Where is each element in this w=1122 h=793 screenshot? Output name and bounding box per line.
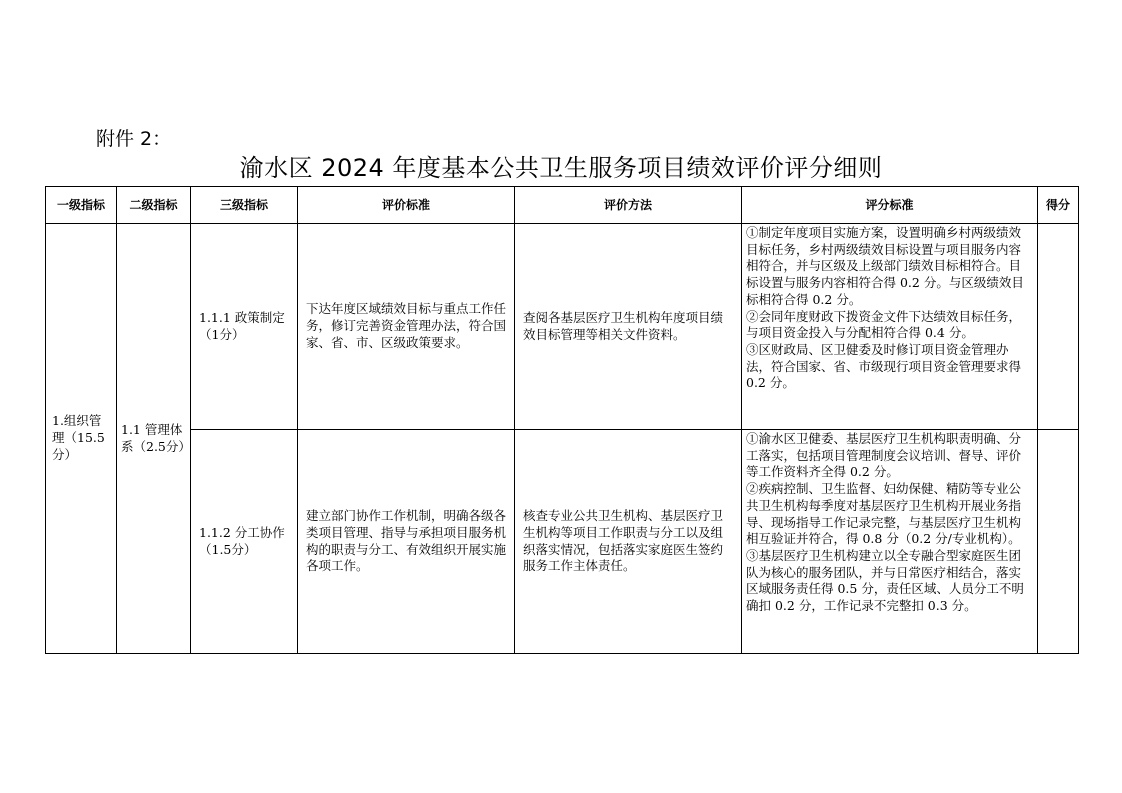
level3-indicator: 1.1.2 分工协作（1.5分） [191, 430, 298, 654]
evaluation-method: 查阅各基层医疗卫生机构年度项目绩效目标管理等相关文件资料。 [515, 224, 742, 430]
level1-indicator: 1.组织管理（15.5分） [46, 224, 117, 654]
attachment-label: 附件 2： [96, 128, 172, 150]
level2-indicator: 1.1 管理体系（2.5分） [117, 224, 191, 654]
table-row [46, 224, 1079, 430]
table-row [46, 430, 1079, 654]
level3-indicator: 1.1.1 政策制定（1分） [191, 224, 298, 430]
column-header: 一级指标 [46, 187, 117, 224]
column-header: 得分 [1038, 187, 1079, 224]
scoring-standard [742, 224, 1038, 430]
evaluation-criteria: 建立部门协作工作机制，明确各级各类项目管理、指导与承担项目服务机构的职责与分工、有效组织开展实施各项工作。 [298, 430, 515, 654]
column-header: 评价标准 [298, 187, 515, 224]
scoring-item: ①制定年度项目实施方案，设置明确乡村两级绩效目标任务，乡村两级绩效目标设置与项目服务内容相符合，并与区级及上级部门绩效目标相符合。目标设置与服务内容相符合得 0.2 分。与区级绩效目标相符合得 0.2 分。 [746, 225, 1024, 307]
scoring-item: ②会同年度财政下拨资金文件下达绩效目标任务，与项目资金投入与分配相符合得 0.4 分。 [746, 308, 1022, 341]
evaluation-method: 核查专业公共卫生机构、基层医疗卫生机构等项目工作职责与分工以及组织落实情况，包括落实家庭医生签约服务工作主体责任。 [515, 430, 742, 654]
score-cell[interactable] [1038, 224, 1079, 430]
scoring-item: ③基层医疗卫生机构建立以全专融合型家庭医生团队为核心的服务团队，并与日常医疗相结合，落实区域服务责任得 0.5 分，责任区域、人员分工不明确扣 0.2 分，工作记录不完整扣 0.3 分。 [746, 547, 1024, 614]
evaluation-criteria: 下达年度区域绩效目标与重点工作任务，修订完善资金管理办法，符合国家、省、市、区级政策要求。 [298, 224, 515, 430]
column-header: 评价方法 [515, 187, 742, 224]
scoring-standard [742, 430, 1038, 654]
table-header-row [46, 187, 1079, 224]
scoring-item: ①渝水区卫健委、基层医疗卫生机构职责明确、分工落实，包括项目管理制度会议培训、督导、评价等工作资料齐全得 0.2 分。 [746, 431, 1022, 480]
column-header: 三级指标 [191, 187, 298, 224]
column-header: 评分标准 [742, 187, 1038, 224]
scoring-item: ②疾病控制、卫生监督、妇幼保健、精防等专业公共卫生机构每季度对基层医疗卫生机构开展业务指导、现场指导工作记录完整，与基层医疗卫生机构相互验证并符合，得 0.8 分（0.2 分/专业机构）。 [746, 481, 1022, 547]
page-title: 渝水区 2024 年度基本公共卫生服务项目绩效评价评分细则 [239, 154, 883, 182]
scoring-table [45, 186, 1079, 654]
score-cell[interactable] [1038, 430, 1079, 654]
column-header: 二级指标 [117, 187, 191, 224]
scoring-item: ③区财政局、区卫健委及时修订项目资金管理办法，符合国家、省、市级现行项目资金管理要求得 0.2 分。 [746, 341, 1022, 391]
